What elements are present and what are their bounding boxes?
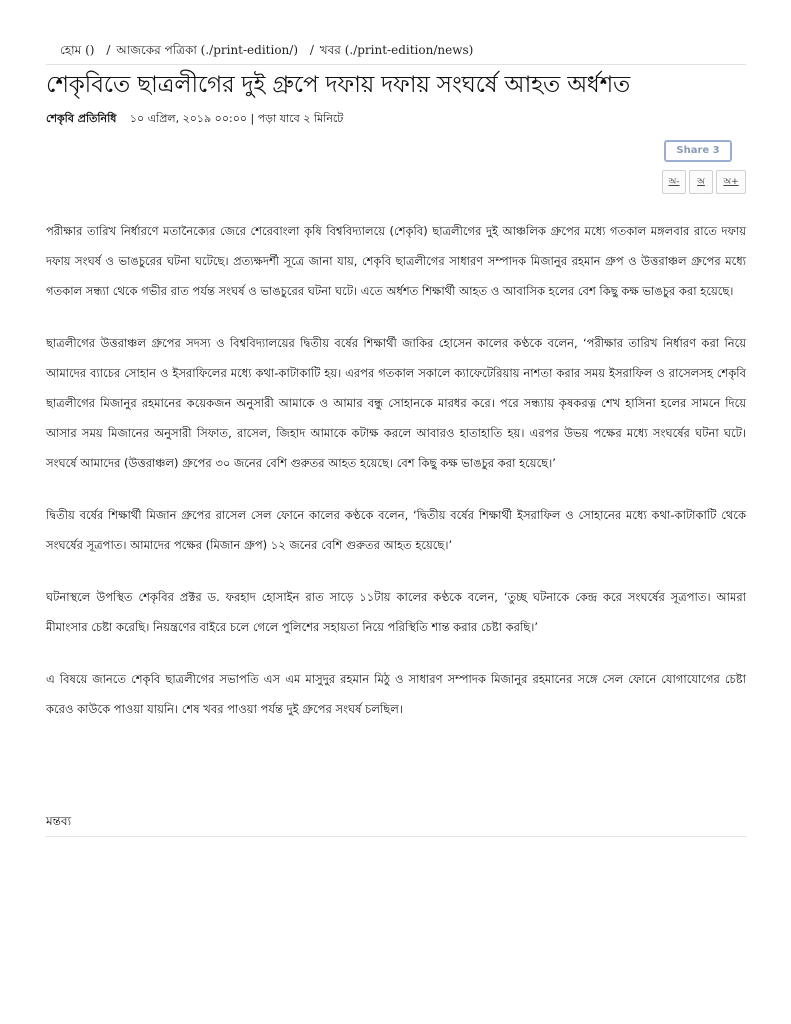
header-divider [46, 64, 746, 65]
share-label: Share [676, 145, 710, 156]
breadcrumb-separator: / [309, 43, 314, 57]
font-reset-button[interactable]: অ [689, 170, 713, 194]
author-name: শেকৃবি প্রতিনিধি [46, 112, 117, 125]
comments-divider [46, 836, 746, 837]
breadcrumb-separator: / [106, 43, 111, 57]
article-body [46, 216, 746, 746]
share-button[interactable] [664, 140, 732, 162]
comments-heading: মন্তব্য [46, 814, 72, 828]
breadcrumb-home-link[interactable]: হোম () [60, 43, 95, 57]
article-paragraph: পরীক্ষার তারিখ নির্ধারণে মতানৈক্যের জেরে শেরেবাংলা কৃষি বিশ্ববিদ্যালয়ে (শেকৃবি) ছাত্রলীগের দুই আঞ্চলিক গ্রুপের মধ্যে গতকাল মঙ্গলবার রাতে দফায় দফায় সংঘর্ষ ও ভাঙচুরের ঘটনা ঘটেছে। প্রত্যক্ষদর্শী সূত্রে জানা যায়, শেকৃবি ছাত্রলীগের সাধারণ সম্পাদক মিজানুর রহমান গ্রুপ ও উত্তরাঞ্চল গ্রুপের মধ্যে গতকাল সন্ধ্যা থেকে গভীর রাত পর্যন্ত সংঘর্ষ ও ভাঙচুরের ঘটনা ঘটে। এতে অর্ধশত শিক্ষার্থী আহত ও আবাসিক হলের বেশ কিছু কক্ষ ভাঙচুর করা হয়েছে। [46, 224, 746, 298]
share-count: 3 [712, 145, 720, 156]
breadcrumb [60, 42, 475, 62]
breadcrumb-print-edition-link[interactable]: আজকের পত্রিকা (./print-edition/) [116, 43, 299, 57]
breadcrumb-news-link[interactable]: খবর (./print-edition/news) [319, 43, 474, 57]
article-paragraph: এ বিষয়ে জানতে শেকৃবি ছাত্রলীগের সভাপতি এস এম মাসুদুর রহমান মিঠু ও সাধারণ সম্পাদক মিজানুর রহমানের সঙ্গে সেল ফোনে যোগাযোগের চেষ্টা করেও কাউকে পাওয়া যায়নি। শেষ খবর পাওয়া পর্যন্ত দুই গ্রুপের সংঘর্ষ চলছিল। [46, 672, 746, 716]
font-increase-button[interactable]: অ+ [716, 170, 746, 194]
font-decrease-button[interactable]: অ- [662, 170, 686, 194]
article-paragraph: দ্বিতীয় বর্ষের শিক্ষার্থী মিজান গ্রুপের রাসেল সেল ফোনে কালের কণ্ঠকে বলেন, ‘দ্বিতীয় বর্ষের শিক্ষার্থী ইসরাফিল ও সোহানের মধ্যে কথা-কাটাকাটি থেকে সংঘর্ষের সূত্রপাত। আমাদের পক্ষের (মিজান গ্রুপ) ১২ জনের বেশি গুরুতর আহত হয়েছে।’ [46, 508, 746, 552]
article-paragraph: ছাত্রলীগের উত্তরাঞ্চল গ্রুপের সদস্য ও বিশ্ববিদ্যালয়ের দ্বিতীয় বর্ষের শিক্ষার্থী জাকির হোসেন কালের কণ্ঠকে বলেন, ‘পরীক্ষার তারিখ নির্ধারণ করা নিয়ে আমাদের ব্যাচের সোহান ও ইসরাফিলের মধ্যে কথা-কাটাকাটি হয়। এরপর গতকাল সকালে ক্যাফেটেরিয়ায় নাশতা করার সময় ইসরাফিল ও রাসেলসহ শেকৃবি ছাত্রলীগের মিজানুর রহমানের কয়েকজন অনুসারী আমাকে ও আমার বন্ধু সোহানকে মারধর করে। পরে সন্ধ্যায় কৃষকরত্ন শেখ হাসিনা হলের সামনে দিয়ে আসার সময় মিজানের অনুসারী সিফাত, রাসেল, জিহাদ আমাকে কটাক্ষ করলে আবারও হাতাহাতি হয়। এরপর উভয় পক্ষের মধ্যে সংঘর্ষের ঘটনা ঘটে। সংঘর্ষে আমাদের (উত্তরাঞ্চল) গ্রুপের ৩০ জনের বেশি গুরুতর আহত হয়েছে। বেশ কিছু কক্ষ ভাঙচুর করা হয়েছে।’ [46, 336, 746, 470]
article-title: শেকৃবিতে ছাত্রলীগের দুই গ্রুপে দফায় দফায় সংঘর্ষে আহত অর্ধশত [46, 72, 631, 98]
article-paragraph: ঘটনাস্থলে উপস্থিত শেকৃবির প্রক্টর ড. ফরহাদ হোসাইন রাত সাড়ে ১১টায় কালের কণ্ঠকে বলেন, ‘তুচ্ছ ঘটনাকে কেন্দ্র করে সংঘর্ষের সূত্রপাত। আমরা মীমাংসার চেষ্টা করেছি। নিয়ন্ত্রণের বাইরে চলে গেলে পুলিশের সহায়তা নিয়ে পরিস্থিতি শান্ত করার চেষ্টা করছি।’ [46, 590, 746, 634]
byline [46, 110, 343, 129]
publish-meta: ১০ এপ্রিল, ২০১৯ ০০:০০ | পড়া যাবে ২ মিনিটে [129, 112, 344, 125]
